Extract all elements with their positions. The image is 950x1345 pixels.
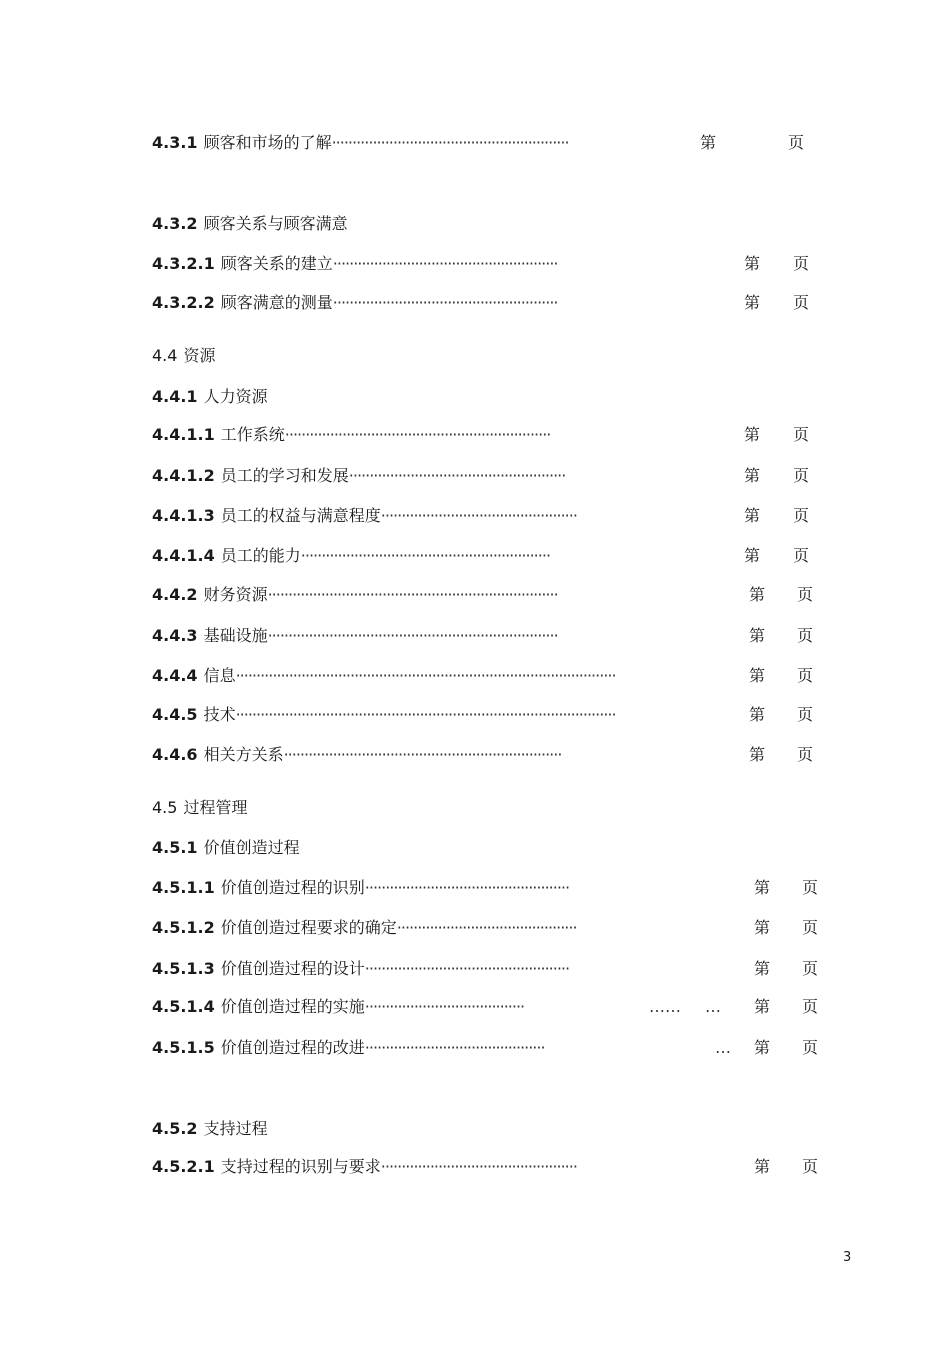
toc-entry	[152, 703, 814, 727]
toc-leader: ················································	[380, 506, 577, 525]
page-number: 3	[843, 1250, 852, 1265]
toc-title: 价值创造过程的设计	[220, 959, 365, 978]
toc-entry	[152, 1117, 268, 1141]
toc-number: 4.5.1.1	[152, 878, 215, 897]
toc-page-prefix: 第	[754, 959, 771, 978]
toc-page-prefix: 第	[754, 1157, 771, 1176]
toc-page-suffix: 页	[793, 466, 810, 485]
toc-leader: ·······················································	[332, 293, 558, 312]
toc-title: 支持过程	[203, 1119, 268, 1138]
toc-title: 过程管理	[183, 798, 248, 817]
toc-page-prefix: 第	[749, 705, 766, 724]
toc-number: 4.4.1.1	[152, 425, 215, 444]
toc-title: 员工的能力	[220, 546, 301, 565]
toc-page-suffix: 页	[793, 254, 810, 273]
toc-number: 4.3.1	[152, 133, 198, 152]
toc-title: 员工的学习和发展	[220, 466, 349, 485]
toc-title: 顾客满意的测量	[220, 293, 333, 312]
toc-entry	[152, 385, 268, 409]
toc-entry	[152, 796, 247, 820]
toc-entry	[152, 131, 805, 155]
toc-number: 4.4.3	[152, 626, 198, 645]
toc-number: 4.3.2.1	[152, 254, 215, 273]
toc-title: 顾客和市场的了解	[203, 133, 332, 152]
toc-title: 价值创造过程要求的确定	[220, 918, 397, 937]
toc-leader: ··························································	[331, 133, 569, 152]
toc-title: 基础设施	[203, 626, 268, 645]
toc-page-suffix: 页	[797, 745, 814, 764]
toc-page-prefix: 第	[754, 997, 771, 1016]
toc-leader-extra: …	[715, 1038, 731, 1057]
toc-page-prefix: 第	[744, 293, 761, 312]
toc-entry	[152, 624, 814, 648]
toc-leader: ·······················································	[332, 254, 558, 273]
toc-number: 4.4.1.4	[152, 546, 215, 565]
toc-leader: ················································	[380, 1157, 577, 1176]
toc-title: 支持过程的识别与要求	[220, 1157, 381, 1176]
toc-leader-extra: …	[705, 997, 721, 1016]
toc-number: 4.5.1.5	[152, 1038, 215, 1057]
toc-leader: ··················································	[364, 959, 570, 978]
toc-number: 4.4.1.2	[152, 466, 215, 485]
toc-number: 4.4.5	[152, 705, 198, 724]
toc-page-prefix: 第	[744, 546, 761, 565]
toc-entry	[152, 1036, 819, 1060]
toc-number: 4.4.6	[152, 745, 198, 764]
toc-page-prefix: 第	[744, 506, 761, 525]
toc-leader: ··················································	[364, 878, 570, 897]
toc-page-prefix: 第	[744, 254, 761, 273]
toc-page-suffix: 页	[802, 1038, 819, 1057]
toc-title: 价值创造过程	[203, 838, 300, 857]
toc-entry	[152, 836, 300, 860]
toc-leader: ············································	[396, 918, 577, 937]
toc-number: 4.5	[152, 798, 178, 817]
toc-number: 4.4.1	[152, 387, 198, 406]
toc-title: 财务资源	[203, 585, 268, 604]
toc-number: 4.3.2	[152, 214, 198, 233]
toc-title: 人力资源	[203, 387, 268, 406]
toc-number: 4.5.2	[152, 1119, 198, 1138]
toc-title: 信息	[203, 666, 236, 685]
toc-number: 4.3.2.2	[152, 293, 215, 312]
toc-leader: ····································································	[283, 745, 562, 764]
toc-number: 4.4.2	[152, 585, 198, 604]
toc-title: 技术	[203, 705, 236, 724]
toc-page-suffix: 页	[797, 626, 814, 645]
toc-entry	[152, 1155, 819, 1179]
toc-title: 相关方关系	[203, 745, 284, 764]
toc-title: 工作系统	[220, 425, 285, 444]
toc-page-suffix: 页	[802, 997, 819, 1016]
toc-page-suffix: 页	[802, 959, 819, 978]
toc-page-prefix: 第	[749, 745, 766, 764]
toc-leader: ·································································	[284, 425, 551, 444]
toc-title: 价值创造过程的改进	[220, 1038, 365, 1057]
toc-page-suffix: 页	[802, 878, 819, 897]
toc-entry	[152, 344, 215, 368]
toc-number: 4.5.1.2	[152, 918, 215, 937]
toc-entry	[152, 743, 814, 767]
toc-page-prefix: 第	[700, 133, 717, 152]
toc-entry	[152, 252, 810, 276]
toc-leader: ·····························································	[300, 546, 551, 565]
toc-page-suffix: 页	[793, 425, 810, 444]
toc-title: 顾客关系的建立	[220, 254, 333, 273]
toc-leader: ·······································································	[267, 585, 558, 604]
toc-number: 4.4.4	[152, 666, 198, 685]
toc-page-suffix: 页	[797, 666, 814, 685]
toc-page-suffix: 页	[788, 133, 805, 152]
toc-page-suffix: 页	[797, 585, 814, 604]
toc-page-prefix: 第	[749, 626, 766, 645]
toc-entry	[152, 423, 810, 447]
toc-page-suffix: 页	[802, 918, 819, 937]
toc-page-suffix: 页	[802, 1157, 819, 1176]
toc-leader-extra: ……	[649, 997, 681, 1016]
toc-entry	[152, 504, 810, 528]
toc-number: 4.5.1.3	[152, 959, 215, 978]
toc-page-prefix: 第	[744, 425, 761, 444]
toc-entry	[152, 291, 810, 315]
toc-page-suffix: 页	[793, 506, 810, 525]
toc-title: 顾客关系与顾客满意	[203, 214, 348, 233]
toc-page-prefix: 第	[749, 585, 766, 604]
toc-entry	[152, 583, 814, 607]
toc-leader: ············································	[364, 1038, 545, 1057]
toc-leader: ·····················································	[348, 466, 566, 485]
toc-entry	[152, 876, 819, 900]
toc-title: 资源	[183, 346, 216, 365]
toc-entry	[152, 544, 810, 568]
toc-page-prefix: 第	[754, 1038, 771, 1057]
toc-page-prefix: 第	[749, 666, 766, 685]
toc-title: 员工的权益与满意程度	[220, 506, 381, 525]
toc-number: 4.4.1.3	[152, 506, 215, 525]
toc-page-suffix: 页	[793, 546, 810, 565]
toc-leader: ·····························································································	[235, 705, 616, 724]
toc-entry	[152, 664, 814, 688]
toc-number: 4.5.1.4	[152, 997, 215, 1016]
toc-title: 价值创造过程的识别	[220, 878, 365, 897]
toc-number: 4.4	[152, 346, 178, 365]
toc-number: 4.5.1	[152, 838, 198, 857]
toc-entry	[152, 464, 810, 488]
toc-number: 4.5.2.1	[152, 1157, 215, 1176]
toc-title: 价值创造过程的实施	[220, 997, 365, 1016]
toc-page-prefix: 第	[754, 878, 771, 897]
toc-leader: ·······································	[364, 997, 525, 1016]
toc-entry	[152, 957, 819, 981]
toc-leader: ·······································································	[267, 626, 558, 645]
toc-page-prefix: 第	[754, 918, 771, 937]
toc-page-suffix: 页	[793, 293, 810, 312]
toc-page-suffix: 页	[797, 705, 814, 724]
toc-entry	[152, 212, 348, 236]
toc-leader: ·····························································································	[235, 666, 616, 685]
toc-entry	[152, 916, 819, 940]
toc-page-prefix: 第	[744, 466, 761, 485]
toc-entry	[152, 995, 819, 1019]
